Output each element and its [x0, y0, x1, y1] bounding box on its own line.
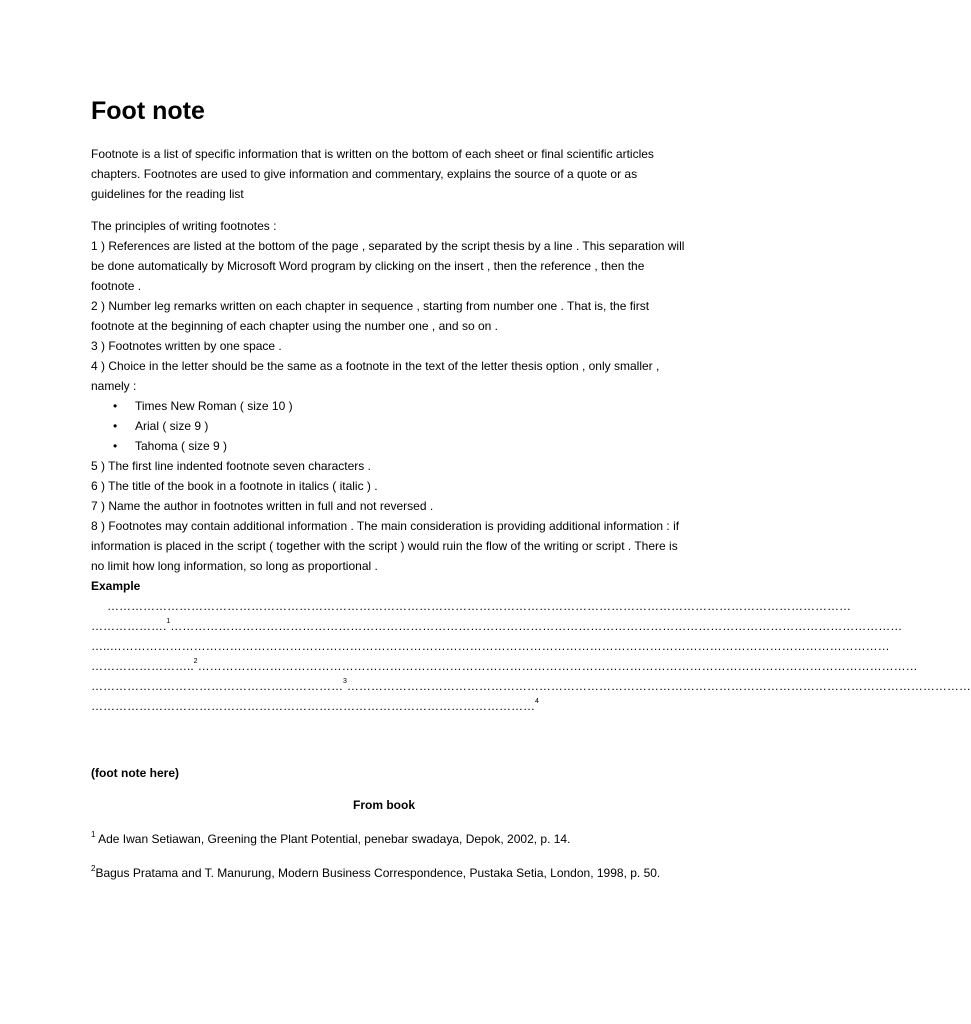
list-item — [91, 416, 691, 436]
rule-3: 3 ) Footnotes written by one space . — [91, 339, 282, 353]
dotted-text: ………………. — [91, 619, 167, 633]
rule-1: 1 ) References are listed at the bottom of the page , separated by the script thesis by a line . This separation will be done automatically by Microsoft Word program by clicking on the insert , then the reference , then the footnote . — [91, 239, 685, 293]
example-line — [91, 656, 918, 676]
footnote-marker: 3 — [343, 678, 347, 685]
rule-6: 6 ) The title of the book in a footnote in italics ( italic ) . — [91, 479, 378, 493]
dotted-text: ……………………………………………………………………………………………………………………………………………………………… — [197, 659, 918, 673]
rule-8: 8 ) Footnotes may contain additional information . The main consideration is providing additional information : if information is placed in the script ( together with the script ) would ruin the flow of the writing or script . There is no limit how long information, so long as proportional . — [91, 519, 680, 573]
bullet-icon: • — [113, 399, 118, 413]
list-item — [91, 436, 691, 456]
example-label: Example — [91, 579, 141, 593]
footnote-reference — [91, 828, 671, 850]
example-line — [91, 676, 971, 696]
dotted-text: …………………….. — [91, 659, 194, 673]
reference-text: Bagus Pratama and T. Manurung, Modern Business Correspondence, Pustaka Setia, London, 1998, p. 50. — [95, 866, 661, 880]
dotted-text: ………………………………………………………………………………………………………………………………………… — [346, 679, 971, 693]
dotted-text: …..…………………………………………………………………………………………………………………………………………………………………………… — [91, 639, 890, 653]
footnote-marker: 2 — [193, 658, 198, 665]
intro-paragraph: Footnote is a list of specific information that is written on the bottom of each sheet or final scientific articles chapters. Footnotes are used to give information and commentary, explains the source of a quote or as guidelines for the reading list — [91, 147, 654, 201]
example-line — [91, 616, 903, 636]
font-option: Times New Roman ( size 10 ) — [135, 399, 293, 413]
document-body — [91, 144, 971, 716]
example-line — [91, 596, 851, 616]
rule-4: 4 ) Choice in the letter should be the same as a footnote in the text of the letter thesis option , only smaller , namely : — [91, 359, 660, 393]
dotted-text: ……………………………………………………… — [91, 679, 343, 693]
example-line — [91, 696, 679, 716]
rule-2: 2 ) Number leg remarks written on each chapter in sequence , starting from number one . That is, the first footnote at the beginning of each chapter using the number one , and so on . — [91, 299, 650, 333]
dotted-text: ………………………………………………………………………………………………………………………………………………………………… — [170, 619, 903, 633]
page-title: Foot note — [91, 97, 205, 125]
footnote-reference — [91, 862, 671, 884]
principles-heading: The principles of writing footnotes : — [91, 219, 277, 233]
bullet-icon: • — [113, 439, 118, 453]
dotted-text: …………………………………………………………………………………………………………………………………………………………………… — [107, 599, 851, 613]
rule-7: 7 ) Name the author in footnotes written in full and not reversed . — [91, 499, 434, 513]
dotted-text: ………………………………………………………………………………………………… — [91, 699, 535, 713]
list-item — [91, 396, 691, 416]
reference-text: Ade Iwan Setiawan, Greening the Plant Potential, penebar swadaya, Depok, 2002, p. 14. — [95, 832, 571, 846]
font-list — [91, 396, 691, 456]
font-option: Arial ( size 9 ) — [135, 419, 209, 433]
footnote-number: 2 — [91, 864, 96, 873]
example-line — [91, 636, 890, 656]
footnote-marker: 4 — [535, 698, 539, 705]
footnote-marker: 1 — [166, 618, 171, 625]
footnote-number: 1 — [91, 830, 96, 839]
footnote-here-label: (foot note here) — [91, 766, 179, 780]
bullet-icon: • — [113, 419, 118, 433]
from-book-heading: From book — [353, 798, 415, 812]
rule-5: 5 ) The first line indented footnote seven characters . — [91, 459, 371, 473]
font-option: Tahoma ( size 9 ) — [135, 439, 228, 453]
